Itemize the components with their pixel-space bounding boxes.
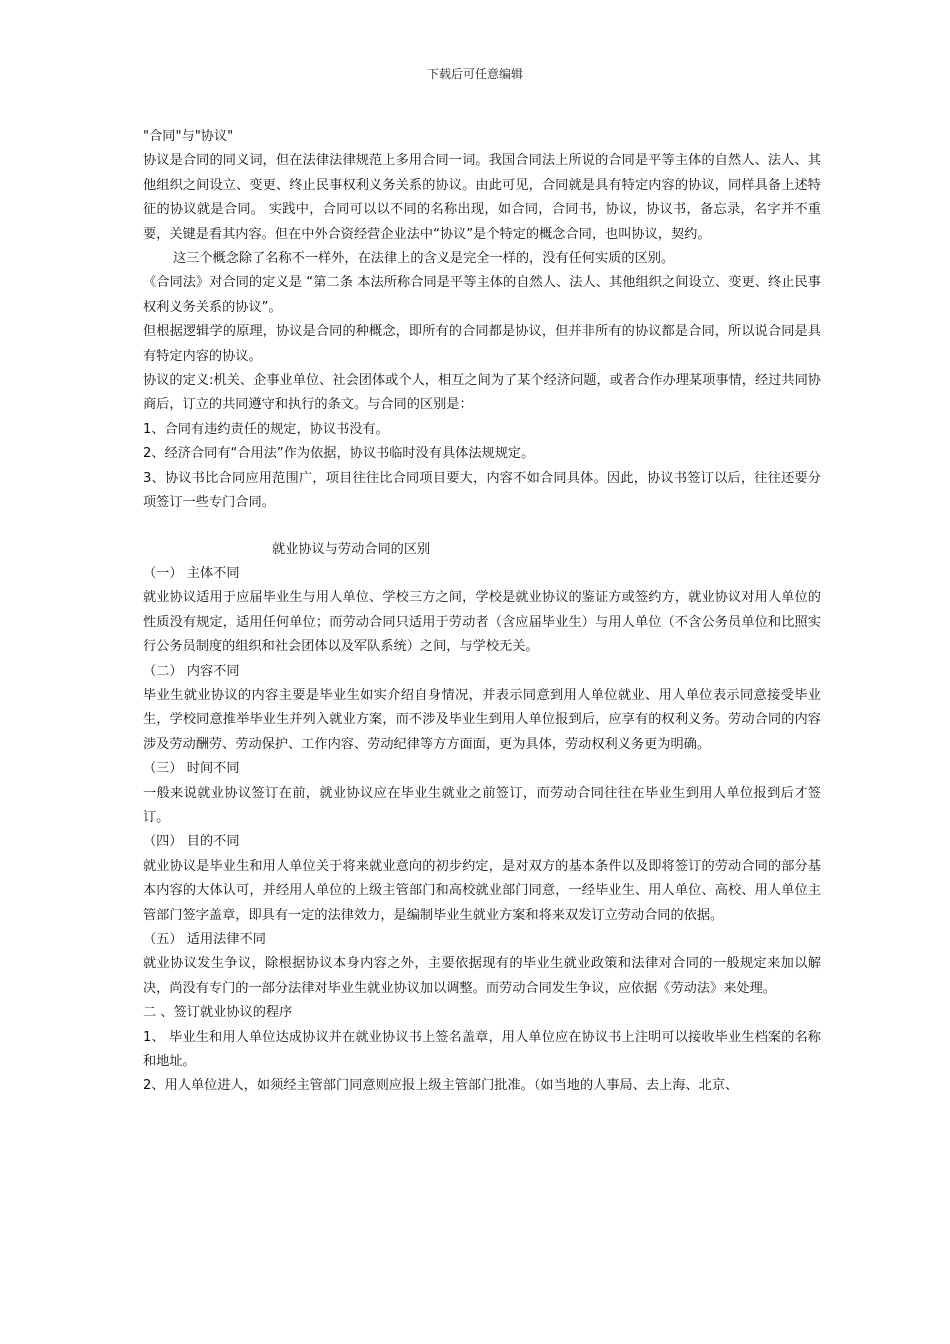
subheading: （三） 时间不同	[143, 761, 240, 777]
subheading: （五） 适用法律不同	[143, 932, 266, 947]
page-header: 下载后可任意编辑	[426, 67, 523, 81]
paragraph: 《合同法》对合同的定义是 “第二条 本法所称合同是平等主体的自然人、法人、其他组织之间设立、变更、终止民事权利义务关系的协议”。	[143, 275, 821, 315]
doc-title: "合同"与"协议"	[143, 129, 234, 144]
document-body	[143, 125, 821, 1099]
paragraph: 但根据逻辑学的原理，协议是合同的种概念，即所有的合同都是协议，但并非所有的协议都是合同，所以说合同是具有特定内容的协议。	[143, 324, 821, 364]
paragraph: 这三个概念除了名称不一样外，在法律上的含义是完全一样的，没有任何实质的区别。	[173, 251, 675, 267]
paragraph: 一般来说就业协议签订在前，就业协议应在毕业生就业之前签订，而劳动合同往往在毕业生到用人单位报到后才签订。	[143, 785, 821, 825]
paragraph: 协议是合同的同义词，但在法律法律规范上多用合同一词。我国合同法上所说的合同是平等主体的自然人、法人、其他组织之间设立、变更、终止民事权利义务关系的协议。由此可见，合同就是具有特定内容的协议，同样具备上述特征的协议就是合同。 实践中，合同可以以不同的名称出现，如合同，合同书，协议，协议书，备忘录，名字并不重要，关键是看其内容。但在中外合资经营企业法中“协议”是个特定的概念合同，也叫协议，契约。	[143, 153, 821, 242]
list-item: 2、经济合同有“合用法”作为依据，协议书临时没有具体法规规定。	[143, 446, 535, 462]
subheading: 二 、签订就业协议的程序	[143, 1005, 293, 1021]
paragraph: 就业协议发生争议，除根据协议本身内容之外，主要依据现有的毕业生就业政策和法律对合同的一般规定来加以解决，尚没有专门的一部分法律对毕业生就业协议加以调整。而劳动合同发生争议，应依据《劳动法》来处理。	[143, 956, 821, 996]
list-item: 1、合同有违约责任的规定，协议书没有。	[143, 421, 389, 437]
list-item: 1、 毕业生和用人单位达成协议并在就业协议书上签名盖章，用人单位应在协议书上注明可以接收毕业生档案的名称和地址。	[143, 1029, 821, 1070]
subheading: （一） 主体不同	[143, 565, 240, 581]
paragraph: 就业协议适用于应届毕业生与用人单位、学校三方之间，学校是就业协议的鉴证方或签约方，就业协议对用人单位的性质没有规定，适用任何单位；而劳动合同只适用于劳动者（含应届毕业生）与用人单位（不含公务员单位和比照实行公务员制度的组织和社会团体以及军队系统）之间，与学校无关。	[143, 590, 821, 655]
section-title: 就业协议与劳动合同的区别	[272, 541, 431, 557]
subheading: （二） 内容不同	[143, 663, 240, 679]
paragraph: 毕业生就业协议的内容主要是毕业生如实介绍自身情况，并表示同意到用人单位就业、用人单位表示同意接受毕业生，学校同意推举毕业生并列入就业方案，而不涉及毕业生到用人单位报到后，应享有的权利义务。劳动合同的内容涉及劳动酬劳、劳动保护、工作内容、劳动纪律等方方面面，更为具体，劳动权利义务更为明确。	[143, 687, 821, 752]
paragraph: 协议的定义:机关、企事业单位、社会团体或个人，相互之间为了某个经济问题，或者合作办理某项事情，经过共同协商后，订立的共同遵守和执行的条文。与合同的区别是：	[143, 373, 821, 413]
subheading: （四） 目的不同	[143, 834, 240, 850]
list-item: 3、协议书比合同应用范围广，项目往往比合同项目要大，内容不如合同具体。因此，协议书签订以后，往往还要分项签订一些专门合同。	[143, 470, 821, 511]
list-item: 2、用人单位进人，如须经主管部门同意则应报上级主管部门批准。（如当地的人事局、去上海、北京、	[143, 1078, 739, 1094]
paragraph: 就业协议是毕业生和用人单位关于将来就业意向的初步约定，是对双方的基本条件以及即将签订的劳动合同的部分基本内容的大体认可，并经用人单位的上级主管部门和高校就业部门同意，一经毕业生、用人单位、高校、用人单位主管部门签字盖章，即具有一定的法律效力，是编制毕业生就业方案和将来双发订立劳动合同的依据。	[143, 858, 821, 923]
